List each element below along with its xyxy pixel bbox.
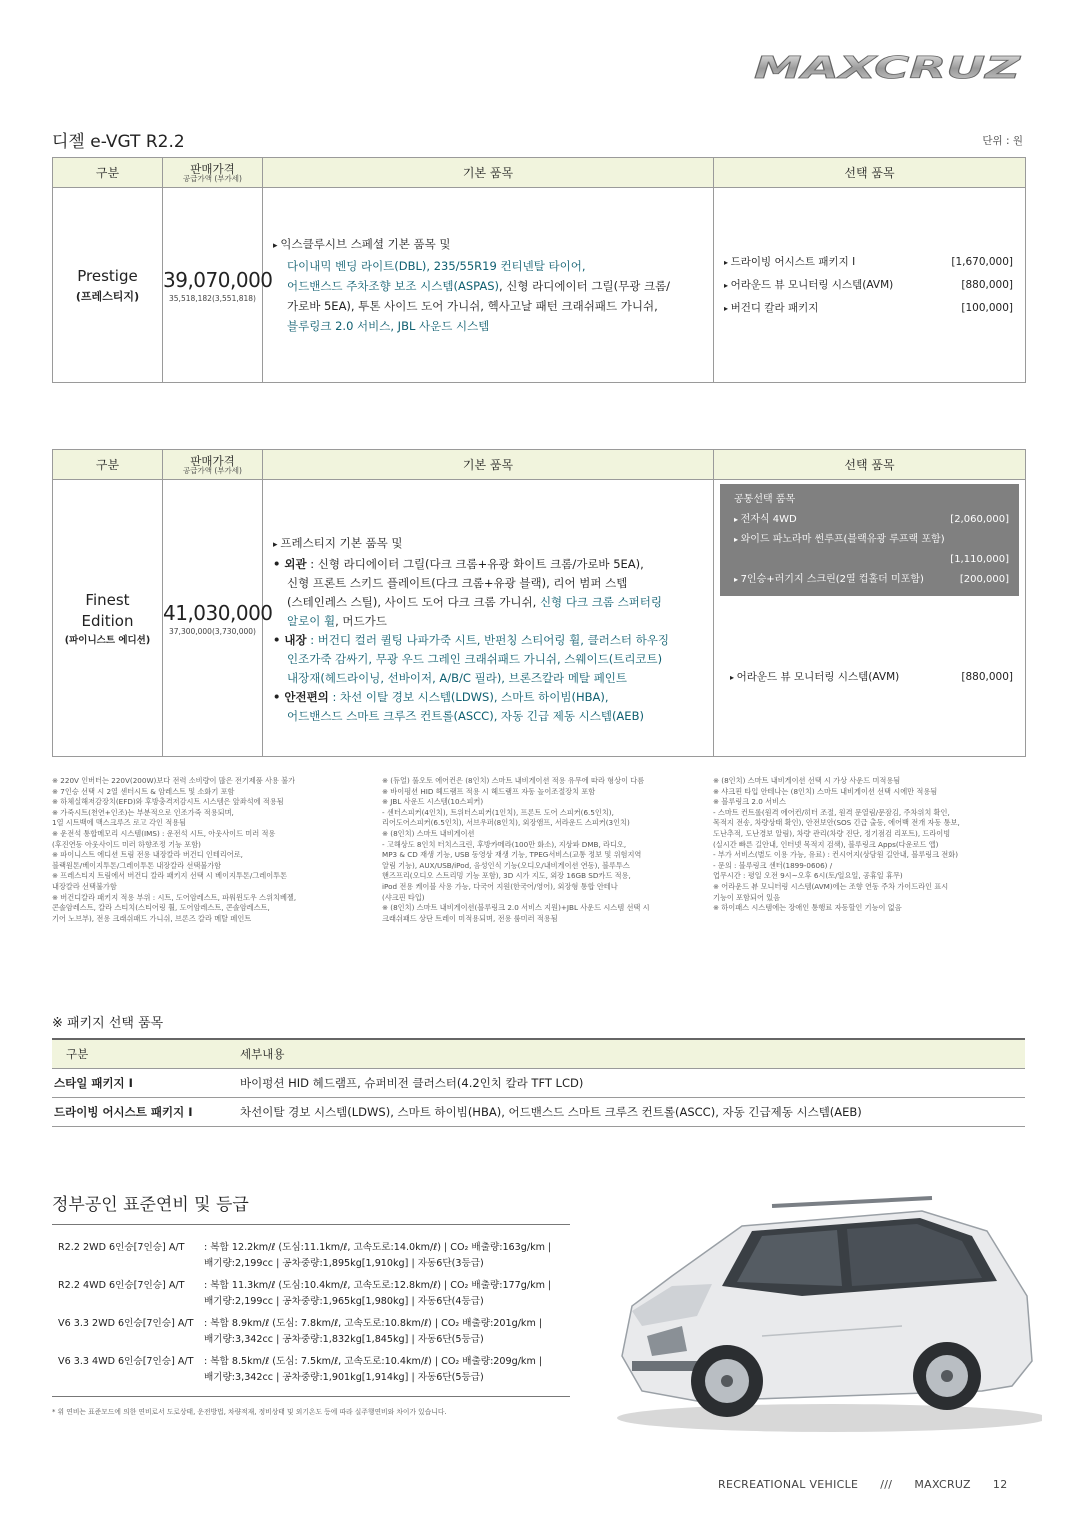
finest-table: [52, 449, 1026, 757]
basic-items-finest: ▸ 프레스티지 기본 품목 및 • 외관 : 신형 라디에이터 그릴(다크 크롬+유광 화이트 크롬/가로바 5EA), 신형 프론트 스키드 플레이트(다크 크롬+유광 블랙), 리어 범퍼 스텝 (스테인레스 스틸), 사이드 도어 다크 크롬 가니쉬, 신형 다크 크롬 스퍼터링 알로이 휠, 머드가드 • 내장 : 버건디 컬러 퀼팅 나파가죽 시트, 반펀칭 스티어링 휠, 클러스터 하우징 인조가죽 감싸기, 무광 우드 그레인 크래쉬패드 가니쉬, 스웨이드(트리코트) 내장재(헤드라이닝, 선바이저, A/B/C 필라), 브론즈칼라 메탈 페인트 • 안전편의 : 차선 이탈 경보 시스템(LDWS), 스마트 하이빔(HBA), 어드밴스드 스마트 크루즈 컨트롤(ASCC), 자동 긴급 제동 시스템(AEB): [263, 480, 714, 757]
option-row: ▸ 와이드 파노라마 썬루프(블랙유광 루프랙 포함): [734, 530, 1009, 550]
fuel-title: 정부공인 표준연비 및 등급: [52, 1195, 249, 1215]
col-price: 판매가격 공급가액 (부가세): [163, 158, 263, 188]
price-prestige: 39,070,000 35,518,182(3,551,818): [163, 188, 263, 383]
suv-car-image: [602, 1186, 1042, 1436]
package-col-detail: 세부내용: [240, 1039, 1025, 1068]
notes-column-1: ※ 220V 인버터는 220V(200W)보다 전력 소비량이 많은 전기제품 사용 불가 ※ 7인승 선택 시 2열 센터시트 & 암레스트 및 소화기 포함 ※ 하체실해저감장치(EFD)와 후방충격저감시트 시스템은 앞좌석에 적용됨 ※ 가죽시트(천연+인조)는 부분적으로 인조가죽 적용되며, 1열 시트백에 맥스크루즈 로고 각인 적용됨 ※ 운전석 통합메모리 시스템(IMS) : 운전석 시트, 아웃사이드 미러 적용 (후진연동 아웃사이드 미러 하향조정 기능 포함) ※ 파이니스트 에디션 트림 전용 내장칼라 버건디 인테리어로, 블랙원톤/베이지투톤/그레이투톤 내장칼라 선택불가함 ※ 프레스티지 트림에서 버건디 칼라 패키지 선택 시 베이지투톤/그레이투톤 내장칼라 선택불가함 ※ 버건디칼라 패키지 적용 부위 : 시트, 도어암레스트, 파워윈도우 스위치베젤, 콘솔암레스트, 칼라 스티치(스티어링 휠, 도어암레스트, 콘솔암레스트, 기어 노브부), 전용 크래쉬패드 가니쉬, 브론즈 칼라 메탈 페인트: [52, 776, 297, 923]
table-row: 스타일 패키지 Ⅰ 바이펑션 HID 헤드램프, 슈퍼비전 클러스터(4.2인치 칼라 TFT LCD): [52, 1068, 1025, 1097]
prestige-table: [52, 157, 1026, 383]
table-row: 드라이빙 어시스트 패키지 Ⅰ 차선이탈 경보 시스템(LDWS), 스마트 하이빔(HBA), 어드밴스드 스마트 크루즈 컨트롤(ASCC), 자동 긴급제동 시스템(AEB): [52, 1097, 1025, 1126]
trim-finest: Finest Edition (파이니스트 에디션): [53, 480, 163, 757]
divider: [52, 1396, 570, 1397]
common-options-box: 공통선택 품목 ▸ 전자식 4WD [2,060,000] ▸ 와이드 파노라마 썬루프(블랙유광 루프랙 포함) [1,110,000] ▸ 7인승+러기지 스크린(2열 컵홀더 미포함) [200,000]: [720, 484, 1019, 596]
options-prestige: [714, 188, 1026, 383]
notes-column-2: ※ (듀얼) 풀오토 에어컨은 (8인치) 스마트 내비게이션 적용 유무에 따라 형상이 다름 ※ 바이펑션 HID 헤드램프 적용 시 헤드램프 자동 높이조절장치 포함 ※ JBL 사운드 시스템(10스피커) - 센터스피커(4인치), 트위터스피커(1인치), 프론트 도어 스피커(6.5인치), 리어도어스피커(6.5인치), 서브우퍼(8인치), 외장앰프, 서라운드 스피커(3인치) ※ (8인치) 스마트 내비게이션 - 고해상도 8인치 터치스크린, 후방카메라(100만 화소), 지상파 DMB, 라디오, MP3 & CD 재생 기능, USB 동영상 재생 기능, TPEG서비스(교통 정보 및 위험지역 알림 기능), AUX/USB/iPod, 음성인식 기능(오디오/내비게이션 연동), 블루투스 핸즈프리(오디오 스트리밍 기능 포함), 3D 시가 지도, 외장 16GB SD카드 적용, iPod 전용 케이블 사용 가능, 다국어 지원(한국어/영어), 외장형 통합 안테나 (샤크핀 타입) ※ (8인치) 스마트 내비게이션(블루링크 2.0 서비스 지원)+JBL 사운드 시스템 선택 시 크래쉬패드 상단 트레이 미적용되며, 전용 룸미러 적용됨: [382, 776, 650, 923]
price-finest: 41,030,000 37,300,000(3,730,000): [163, 480, 263, 757]
option-row: ▸ 전자식 4WD [2,060,000]: [734, 510, 1009, 530]
package-col-name: 구분: [52, 1039, 240, 1068]
unit-label: 단위 : 원: [982, 135, 1023, 147]
section-title: 디젤 e-VGT R2.2: [52, 132, 185, 152]
option-row: ▸ 드라이빙 어시스트 패키지 Ⅰ [1,670,000]: [724, 251, 1013, 274]
fuel-row: V6 3.3 2WD 6인승[7인승] A/T : 복합 8.9km/ℓ (도심: 7.8km/ℓ, 고속도로:10.8km/ℓ) | CO₂ 배출량:201g/km | 배기량:3,342cc | 공차중량:1,832kg[1,845kg] | 자동6단(5등급): [58, 1318, 543, 1345]
svg-text:MAXCRUZ: MAXCRUZ: [754, 52, 1022, 84]
option-row: ▸ 어라운드 뷰 모니터링 시스템(AVM) [880,000]: [730, 666, 1013, 689]
fuel-row: R2.2 4WD 6인승[7인승] A/T : 복합 11.3km/ℓ (도심:10.4km/ℓ, 고속도로:12.8km/ℓ) | CO₂ 배출량:177g/km | 배기량:2,199cc | 공차중량:1,965kg[1,980kg] | 자동6단(4등급): [58, 1280, 552, 1307]
col-basic: 기본 품목: [263, 450, 714, 480]
fuel-list: [58, 1240, 568, 1392]
fuel-row: V6 3.3 4WD 6인승[7인승] A/T : 복합 8.5km/ℓ (도심: 7.5km/ℓ, 고속도로:10.4km/ℓ) | CO₂ 배출량:209g/km | 배기량:3,342cc | 공차중량:1,901kg[1,914kg] | 자동6단(5등급): [58, 1356, 543, 1383]
col-trim: 구분: [53, 450, 163, 480]
basic-items-prestige: ▸ 익스클루시브 스페셜 기본 품목 및 다이내믹 벤딩 라이트(DBL), 235/55R19 컨티넨탈 타이어, 어드밴스드 주차조향 보조 시스템(ASPAS), 신형 라디에이터 그릴(무광 크롬/ 가로바 5EA), 투톤 사이드 도어 가니쉬, 헥사고날 패턴 크래쉬패드 가니쉬, 블루링크 2.0 서비스, JBL 사운드 시스템: [263, 188, 714, 383]
maxcruz-logo: [748, 52, 1026, 84]
col-option: 선택 품목: [714, 158, 1026, 188]
option-row: ▸ 7인승+러기지 스크린(2열 컵홀더 미포함) [200,000]: [734, 570, 1009, 590]
trim-prestige: Prestige (프레스티지): [53, 188, 163, 383]
package-table: [52, 1038, 1025, 1127]
notes-column-3: ※ (8인치) 스마트 내비게이션 선택 시 가상 사운드 미적용됨 ※ 샤크핀 타입 안테나는 (8인치) 스마트 내비게이션 선택 시에만 적용됨 ※ 블루링크 2.0 서비스 - 스마트 컨트롤(원격 에어컨/히터 조절, 원격 문열림/문잠김, 주차위치 확인, 목적지 전송, 차량상태 확인), 안전보안(SOS 긴급 출동, 에어백 전개 자동 통보, 도난추적, 도난경보 알림), 차량 관리(차량 진단, 정기점검 리포트), 드라이빙 (실시간 빠른 길안내, 인터넷 목적지 검색), 블루링크 Apps(다운로드 앱) - 부가 서비스(별도 이용 가능, 유료) : 컨시어지(상담원 길안내, 블루링크 전화) - 문의 : 블루링크 센터(1899-0606) / 업무시간 : 평일 오전 9시~오후 6시(토/일요일, 공휴일 휴무) ※ 어라운드 뷰 모니터링 시스템(AVM)에는 조향 연동 주차 가이드라인 표시 기능이 포함되어 있음 ※ 하이패스 시스템에는 장애인 통행료 자동할인 기능이 없음: [713, 776, 960, 913]
divider: [52, 1224, 570, 1225]
col-option: 선택 품목: [714, 450, 1026, 480]
option-row: ▸ 버건디 칼라 패키지 [100,000]: [724, 297, 1013, 320]
package-title: ※ 패키지 선택 품목: [52, 1016, 164, 1031]
options-finest: [714, 480, 1026, 757]
col-basic: 기본 품목: [263, 158, 714, 188]
col-trim: 구분: [53, 158, 163, 188]
col-price: 판매가격 공급가액 (부가세): [163, 450, 263, 480]
option-row: ▸ 어라운드 뷰 모니터링 시스템(AVM) [880,000]: [724, 274, 1013, 297]
footer: RECREATIONAL VEHICLE /// MAXCRUZ 12: [718, 1478, 1008, 1491]
fuel-row: R2.2 2WD 6인승[7인승] A/T : 복합 12.2km/ℓ (도심:11.1km/ℓ, 고속도로:14.0km/ℓ) | CO₂ 배출량:163g/km | 배기량:2,199cc | 공차중량:1,895kg[1,910kg] | 자동6단(3등급): [58, 1242, 552, 1269]
fuel-note: * 위 연비는 표준모드에 의한 연비로서 도로상태, 운전방법, 차량적재, 정비상태 및 외기온도 등에 따라 실주행연비와 차이가 있습니다.: [52, 1408, 447, 1416]
